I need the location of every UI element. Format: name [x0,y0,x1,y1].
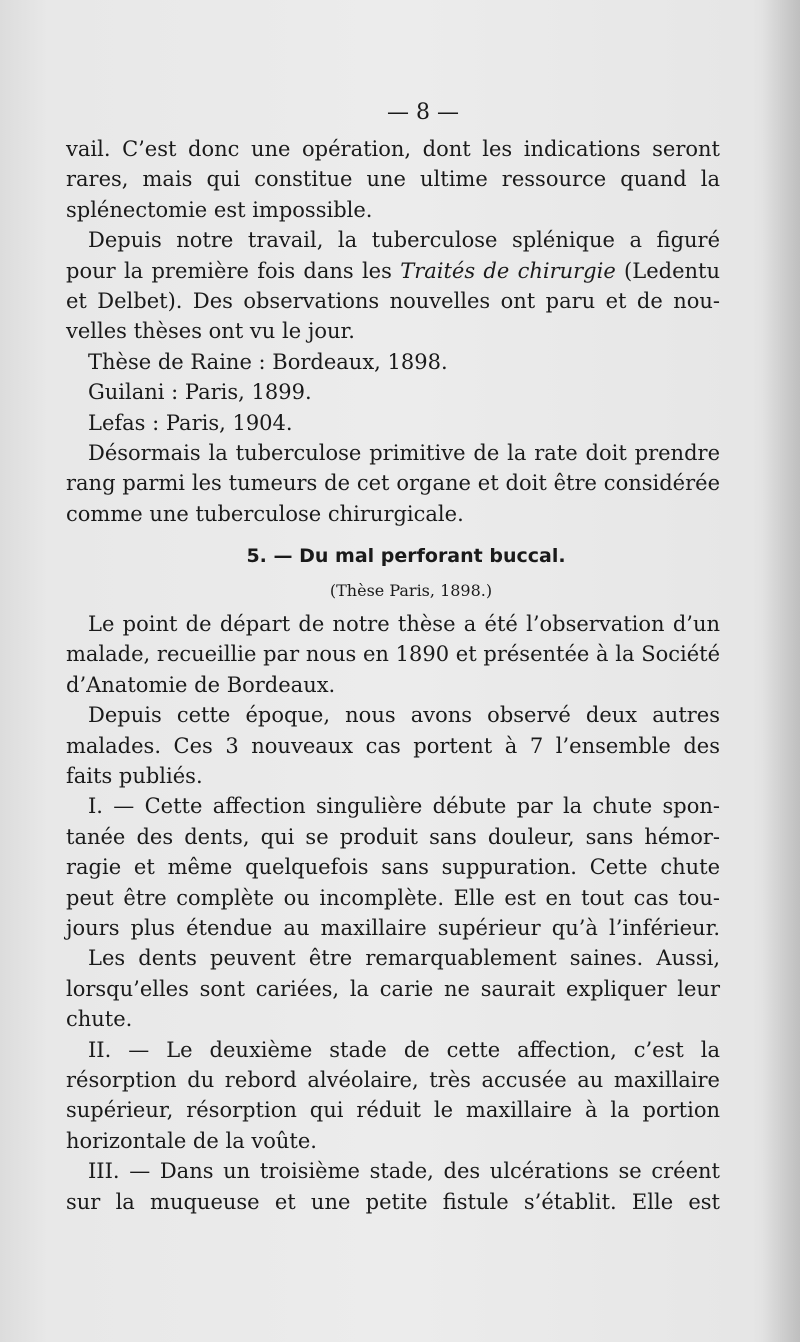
text-line: d’Anatomie de Bordeaux. [66,672,336,697]
text-line: faits publiés. [66,764,203,789]
text-line: II. — Le deuxième stade de cette affection, c’est la [88,1037,720,1062]
text-fragment: (Ledentu [615,258,720,283]
text-line: horizontale de la voûte. [66,1128,317,1153]
text-line: Les dents peuvent être remarquablement saines. Aussi, [88,946,720,971]
section-subtitle: (Thèse Paris, 1898.) [329,581,493,601]
text-line: velles thèses ont vu le jour. [66,319,355,344]
text-line: chute. [66,1007,133,1032]
text-line: ragie et même quelquefois sans suppuration. Cette chute [66,855,720,880]
text-line: résorption du rebord alvéolaire, très accusée au maxillaire [66,1067,720,1092]
page-number: — 8 — [387,100,459,125]
text-line: rang parmi les tumeurs de cet organe et doit être considérée [66,471,720,496]
book-title-italic: Traités de chirurgie [400,258,616,283]
text-line [66,256,720,286]
reference-line: Guilani : Paris, 1899. [88,380,312,405]
reference-line: Thèse de Raine : Bordeaux, 1898. [88,349,448,374]
text-line: supérieur, résorption qui réduit le maxillaire à la portion [66,1098,720,1123]
page-text [66,96,720,1217]
text-line: tanée des dents, qui se produit sans douleur, sans hémor- [66,824,720,849]
reference-line: Lefas : Paris, 1904. [88,410,293,435]
text-line: Le point de départ de notre thèse a été l’observation d’un [88,612,720,637]
text-line: Désormais la tuberculose primitive de la rate doit prendre [88,440,720,465]
section-title: 5. — Du mal perforant buccal. [246,545,566,568]
text-line: rares, mais qui constitue une ultime ressource quand la [66,167,720,192]
text-line: Depuis notre travail, la tuberculose splénique a figuré [88,228,720,253]
text-line: sur la muqueuse et une petite fistule s’établit. Elle est [66,1189,720,1214]
text-fragment: pour la première fois dans les [66,258,401,283]
text-line: splénectomie est impossible. [66,197,373,222]
text-line: vail. C’est donc une opération, dont les indications seront [66,137,720,161]
text-line: I. — Cette affection singulière débute par la chute spon- [88,794,720,819]
text-line: et Delbet). Des observations nouvelles ont paru et de nou- [66,288,720,313]
text-line: malades. Ces 3 nouveaux cas portent à 7 l’ensemble des [66,733,720,758]
text-line: comme une tuberculose chirurgicale. [66,501,464,526]
text-line: III. — Dans un troisième stade, des ulcérations se créent [88,1159,720,1184]
text-line: Depuis cette époque, nous avons observé deux autres [88,703,720,728]
spine-shadow [762,0,800,1342]
text-line: peut être complète ou incomplète. Elle est en tout cas tou- [66,885,720,910]
text-line: malade, recueillie par nous en 1890 et présentée à la Société [66,642,720,667]
text-line: lorsqu’elles sont cariées, la carie ne saurait expliquer leur [66,976,720,1001]
text-line: jours plus étendue au maxillaire supérieur qu’à l’inférieur. [66,915,720,940]
